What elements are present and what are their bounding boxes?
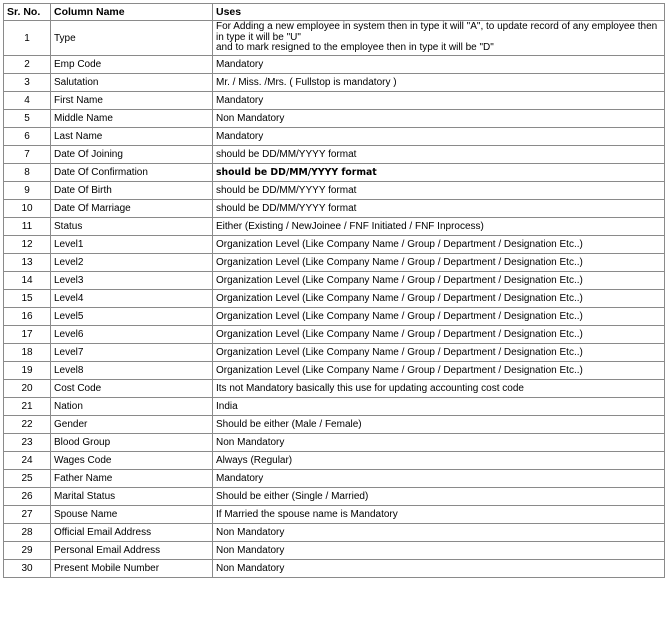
uses-cell: Non Mandatory [213,560,665,578]
sr-no-cell: 12 [4,236,51,254]
table-row [4,362,665,380]
uses-cell: Organization Level (Like Company Name / Group / Department / Designation Etc..) [213,362,665,380]
column-name-cell: Last Name [51,128,213,146]
uses-cell: Organization Level (Like Company Name / Group / Department / Designation Etc..) [213,290,665,308]
sr-no-cell: 10 [4,200,51,218]
column-name-cell: Present Mobile Number [51,560,213,578]
table-row [4,272,665,290]
column-name-cell: Level5 [51,308,213,326]
table-row [4,470,665,488]
column-name-cell: Date Of Birth [51,182,213,200]
uses-cell: should be DD/MM/YYYY format [213,182,665,200]
column-name-cell: Level8 [51,362,213,380]
column-name-cell: Level2 [51,254,213,272]
sr-no-cell: 8 [4,164,51,182]
table-row [4,524,665,542]
table-row [4,344,665,362]
sr-no-cell: 9 [4,182,51,200]
column-name-cell: Salutation [51,74,213,92]
uses-cell: Either (Existing / NewJoinee / FNF Initiated / FNF Inprocess) [213,218,665,236]
uses-cell: Mr. / Miss. /Mrs. ( Fullstop is mandatory ) [213,74,665,92]
uses-cell: Organization Level (Like Company Name / Group / Department / Designation Etc..) [213,254,665,272]
sr-no-cell: 25 [4,470,51,488]
uses-cell: Non Mandatory [213,434,665,452]
column-name-cell: Marital Status [51,488,213,506]
table-row [4,56,665,74]
table-row [4,21,665,56]
uses-cell: Should be either (Male / Female) [213,416,665,434]
uses-cell: Non Mandatory [213,542,665,560]
uses-cell: Mandatory [213,128,665,146]
uses-cell: Non Mandatory [213,110,665,128]
uses-cell: Organization Level (Like Company Name / Group / Department / Designation Etc..) [213,326,665,344]
table-row [4,452,665,470]
header-sr-no: Sr. No. [4,4,51,21]
table-row [4,380,665,398]
column-name-cell: Father Name [51,470,213,488]
uses-cell: Always (Regular) [213,452,665,470]
uses-cell: Organization Level (Like Company Name / Group / Department / Designation Etc..) [213,236,665,254]
sr-no-cell: 24 [4,452,51,470]
column-name-cell: Date Of Confirmation [51,164,213,182]
sr-no-cell: 7 [4,146,51,164]
uses-cell: Organization Level (Like Company Name / Group / Department / Designation Etc..) [213,308,665,326]
uses-cell: should be DD/MM/YYYY format [213,164,665,182]
table-row [4,92,665,110]
header-column-name: Column Name [51,4,213,21]
column-name-cell: Gender [51,416,213,434]
table-row [4,254,665,272]
table-row [4,218,665,236]
column-name-cell: Nation [51,398,213,416]
sr-no-cell: 28 [4,524,51,542]
column-name-cell: Blood Group [51,434,213,452]
sr-no-cell: 20 [4,380,51,398]
uses-cell: should be DD/MM/YYYY format [213,146,665,164]
uses-line: and to mark resigned to the employee then in type it will be "D" [216,42,494,54]
uses-cell: Organization Level (Like Company Name / Group / Department / Designation Etc..) [213,272,665,290]
table-row [4,416,665,434]
sr-no-cell: 21 [4,398,51,416]
column-name-cell: Spouse Name [51,506,213,524]
column-name-cell: Cost Code [51,380,213,398]
column-name-cell: Level1 [51,236,213,254]
table-row [4,434,665,452]
table-row [4,488,665,506]
uses-cell: should be DD/MM/YYYY format [213,200,665,218]
table-row [4,290,665,308]
sr-no-cell: 17 [4,326,51,344]
table-row [4,506,665,524]
uses-cell: Non Mandatory [213,524,665,542]
sr-no-cell: 4 [4,92,51,110]
sr-no-cell: 3 [4,74,51,92]
column-name-cell: Date Of Joining [51,146,213,164]
sr-no-cell: 23 [4,434,51,452]
table-row [4,128,665,146]
uses-cell [213,21,665,56]
column-name-cell: Official Email Address [51,524,213,542]
sr-no-cell: 6 [4,128,51,146]
column-name-cell: Type [51,21,213,56]
sr-no-cell: 26 [4,488,51,506]
column-name-cell: Personal Email Address [51,542,213,560]
column-name-cell: Level3 [51,272,213,290]
table-row [4,74,665,92]
uses-cell: Organization Level (Like Company Name / Group / Department / Designation Etc..) [213,344,665,362]
sr-no-cell: 11 [4,218,51,236]
table-row [4,182,665,200]
table-row [4,200,665,218]
table-header [4,4,665,21]
table-row [4,236,665,254]
uses-cell: Mandatory [213,92,665,110]
column-name-cell: Level4 [51,290,213,308]
sr-no-cell: 30 [4,560,51,578]
sr-no-cell: 29 [4,542,51,560]
column-name-cell: Date Of Marriage [51,200,213,218]
column-name-cell: Middle Name [51,110,213,128]
table-row [4,542,665,560]
sr-no-cell: 22 [4,416,51,434]
uses-cell: Should be either (Single / Married) [213,488,665,506]
uses-cell: Mandatory [213,56,665,74]
table-row [4,398,665,416]
table-row [4,164,665,182]
column-name-cell: Level6 [51,326,213,344]
uses-cell: India [213,398,665,416]
sr-no-cell: 14 [4,272,51,290]
header-row [4,4,665,21]
sr-no-cell: 13 [4,254,51,272]
table-body [4,21,665,578]
table-row [4,560,665,578]
sr-no-cell: 1 [4,21,51,56]
table-row [4,146,665,164]
sr-no-cell: 18 [4,344,51,362]
sr-no-cell: 2 [4,56,51,74]
sr-no-cell: 16 [4,308,51,326]
column-name-cell: Status [51,218,213,236]
column-name-cell: Wages Code [51,452,213,470]
uses-cell: Its not Mandatory basically this use for updating accounting cost code [213,380,665,398]
sr-no-cell: 15 [4,290,51,308]
uses-cell: If Married the spouse name is Mandatory [213,506,665,524]
sr-no-cell: 27 [4,506,51,524]
sr-no-cell: 5 [4,110,51,128]
column-name-cell: Level7 [51,344,213,362]
sr-no-cell: 19 [4,362,51,380]
column-name-cell: Emp Code [51,56,213,74]
table-row [4,110,665,128]
employee-columns-table [3,3,665,578]
uses-line: For Adding a new employee in system then in type it will "A", to update record of any employee then in type it will be "U" [216,21,658,43]
table-row [4,326,665,344]
header-uses: Uses [213,4,665,21]
column-name-cell: First Name [51,92,213,110]
uses-cell: Mandatory [213,470,665,488]
table-row [4,308,665,326]
